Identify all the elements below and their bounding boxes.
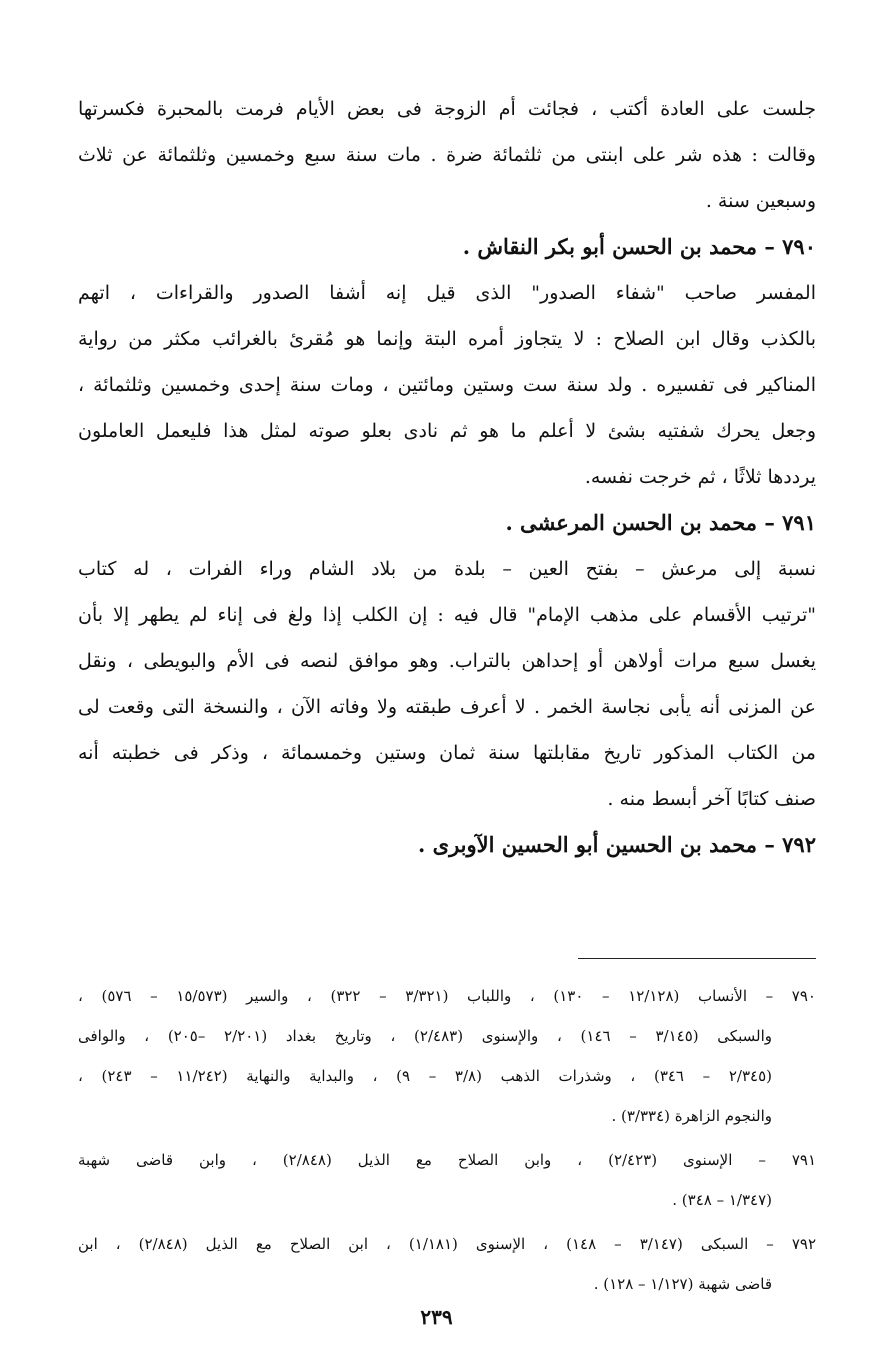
text-line: يرددها ثلاثًا ، ثم خرجت نفسه. bbox=[584, 466, 816, 488]
text-line: وقالت : هذه شر على ابنتى من ثلثمائة ضرة . مات سنة سبع وخمسين وثلثمائة عن ثلاث bbox=[78, 144, 816, 166]
footnotes bbox=[78, 976, 816, 1308]
text-line: بالكذب وقال ابن الصلاح : لا يتجاوز أمره البتة وإنما هو مُقرئ بالغرائب مكثر من رواية bbox=[78, 328, 816, 350]
text-line: المفسر صاحب "شفاء الصدور" الذى قيل إنه أشفا الصدور والقراءات ، اتهم bbox=[78, 282, 816, 304]
footnote-line: (٢/٣٤٥ – ٣٤٦) ، وشذرات الذهب (٣/٨ – ٩) ، والبداية والنهاية (١١/٢٤٢ – ٢٤٣) ، bbox=[78, 1067, 772, 1085]
entry-heading: ٧٩٢ – محمد بن الحسين أبو الحسين الآوبرى . bbox=[418, 832, 816, 857]
footnote-divider bbox=[578, 958, 816, 959]
text-line: "ترتيب الأقسام على مذهب الإمام" قال فيه : إن الكلب إذا ولغ فى إناء لم يطهر إلا بأن bbox=[78, 604, 816, 626]
footnote-line: والسبكى (٣/١٤٥ – ١٤٦) ، والإسنوى (٢/٤٨٣) ، وتاريخ بغداد (٢/٢٠١ –٢٠٥) ، والوافى bbox=[78, 1027, 772, 1045]
text-line: صنف كتابًا آخر أبسط منه . bbox=[607, 788, 816, 810]
entry-792 bbox=[78, 822, 816, 868]
main-text bbox=[78, 86, 816, 868]
footnote-line: قاضى شهبة (١/١٢٧ – ١٢٨) . bbox=[593, 1275, 772, 1293]
page-number: ٢٣٩ bbox=[420, 1305, 453, 1329]
text-line: وجعل يحرك شفتيه بشئ لا أعلم ما هو ثم نادى بعلو صوته لمثل هذا فليعمل العاملون bbox=[78, 420, 816, 442]
footnote-line: ٧٩١ – الإسنوى (٢/٤٢٣) ، وابن الصلاح مع الذيل (٢/٨٤٨) ، وابن قاضى شهبة bbox=[78, 1151, 816, 1169]
entry-heading: ٧٩٠ – محمد بن الحسن أبو بكر النقاش . bbox=[462, 234, 816, 259]
text-line: يغسل سبع مرات أولاهن أو إحداهن بالتراب. وهو موافق لنصه فى الأم والبويطى ، ونقل bbox=[78, 650, 816, 672]
footnote-line: ٧٩٢ – السبكى (٣/١٤٧ – ١٤٨) ، الإسنوى (١/١٨١) ، ابن الصلاح مع الذيل (٢/٨٤٨) ، ابن bbox=[78, 1235, 816, 1253]
footnote-790 bbox=[78, 976, 816, 1136]
text-line: من الكتاب المذكور تاريخ مقابلتها سنة ثمان وستين وخمسمائة ، وذكر فى خطبته أنه bbox=[78, 742, 816, 764]
text-line: عن المزنى أنه يأبى نجاسة الخمر . لا أعرف طبقته ولا وفاته الآن ، والنسخة التى وقعت لى bbox=[78, 696, 816, 718]
intro-paragraph bbox=[78, 86, 816, 224]
entry-791 bbox=[78, 500, 816, 822]
footnote-792 bbox=[78, 1224, 816, 1304]
footnote-791 bbox=[78, 1140, 816, 1220]
footnote-line: (١/٣٤٧ – ٣٤٨) . bbox=[672, 1191, 772, 1209]
entry-790 bbox=[78, 224, 816, 500]
text-line: جلست على العادة أكتب ، فجائت أم الزوجة فى بعض الأيام فرمت بالمحبرة فكسرتها bbox=[78, 98, 816, 120]
text-line: نسبة إلى مرعش – بفتح العين – بلدة من بلاد الشام وراء الفرات ، له كتاب bbox=[78, 558, 816, 580]
footnote-line: والنجوم الزاهرة (٣/٣٣٤) . bbox=[611, 1107, 772, 1125]
text-line: وسبعين سنة . bbox=[705, 190, 816, 212]
entry-heading: ٧٩١ – محمد بن الحسن المرعشى . bbox=[505, 510, 816, 535]
footnote-line: ٧٩٠ – الأنساب (١٢/١٢٨ – ١٣٠) ، واللباب (٣/٣٢١ – ٣٢٢) ، والسير (١٥/٥٧٣ – ٥٧٦) ، bbox=[78, 987, 816, 1005]
text-line: المناكير فى تفسيره . ولد سنة ست وستين ومائتين ، ومات سنة إحدى وخمسين وثلثمائة ، bbox=[78, 374, 816, 396]
